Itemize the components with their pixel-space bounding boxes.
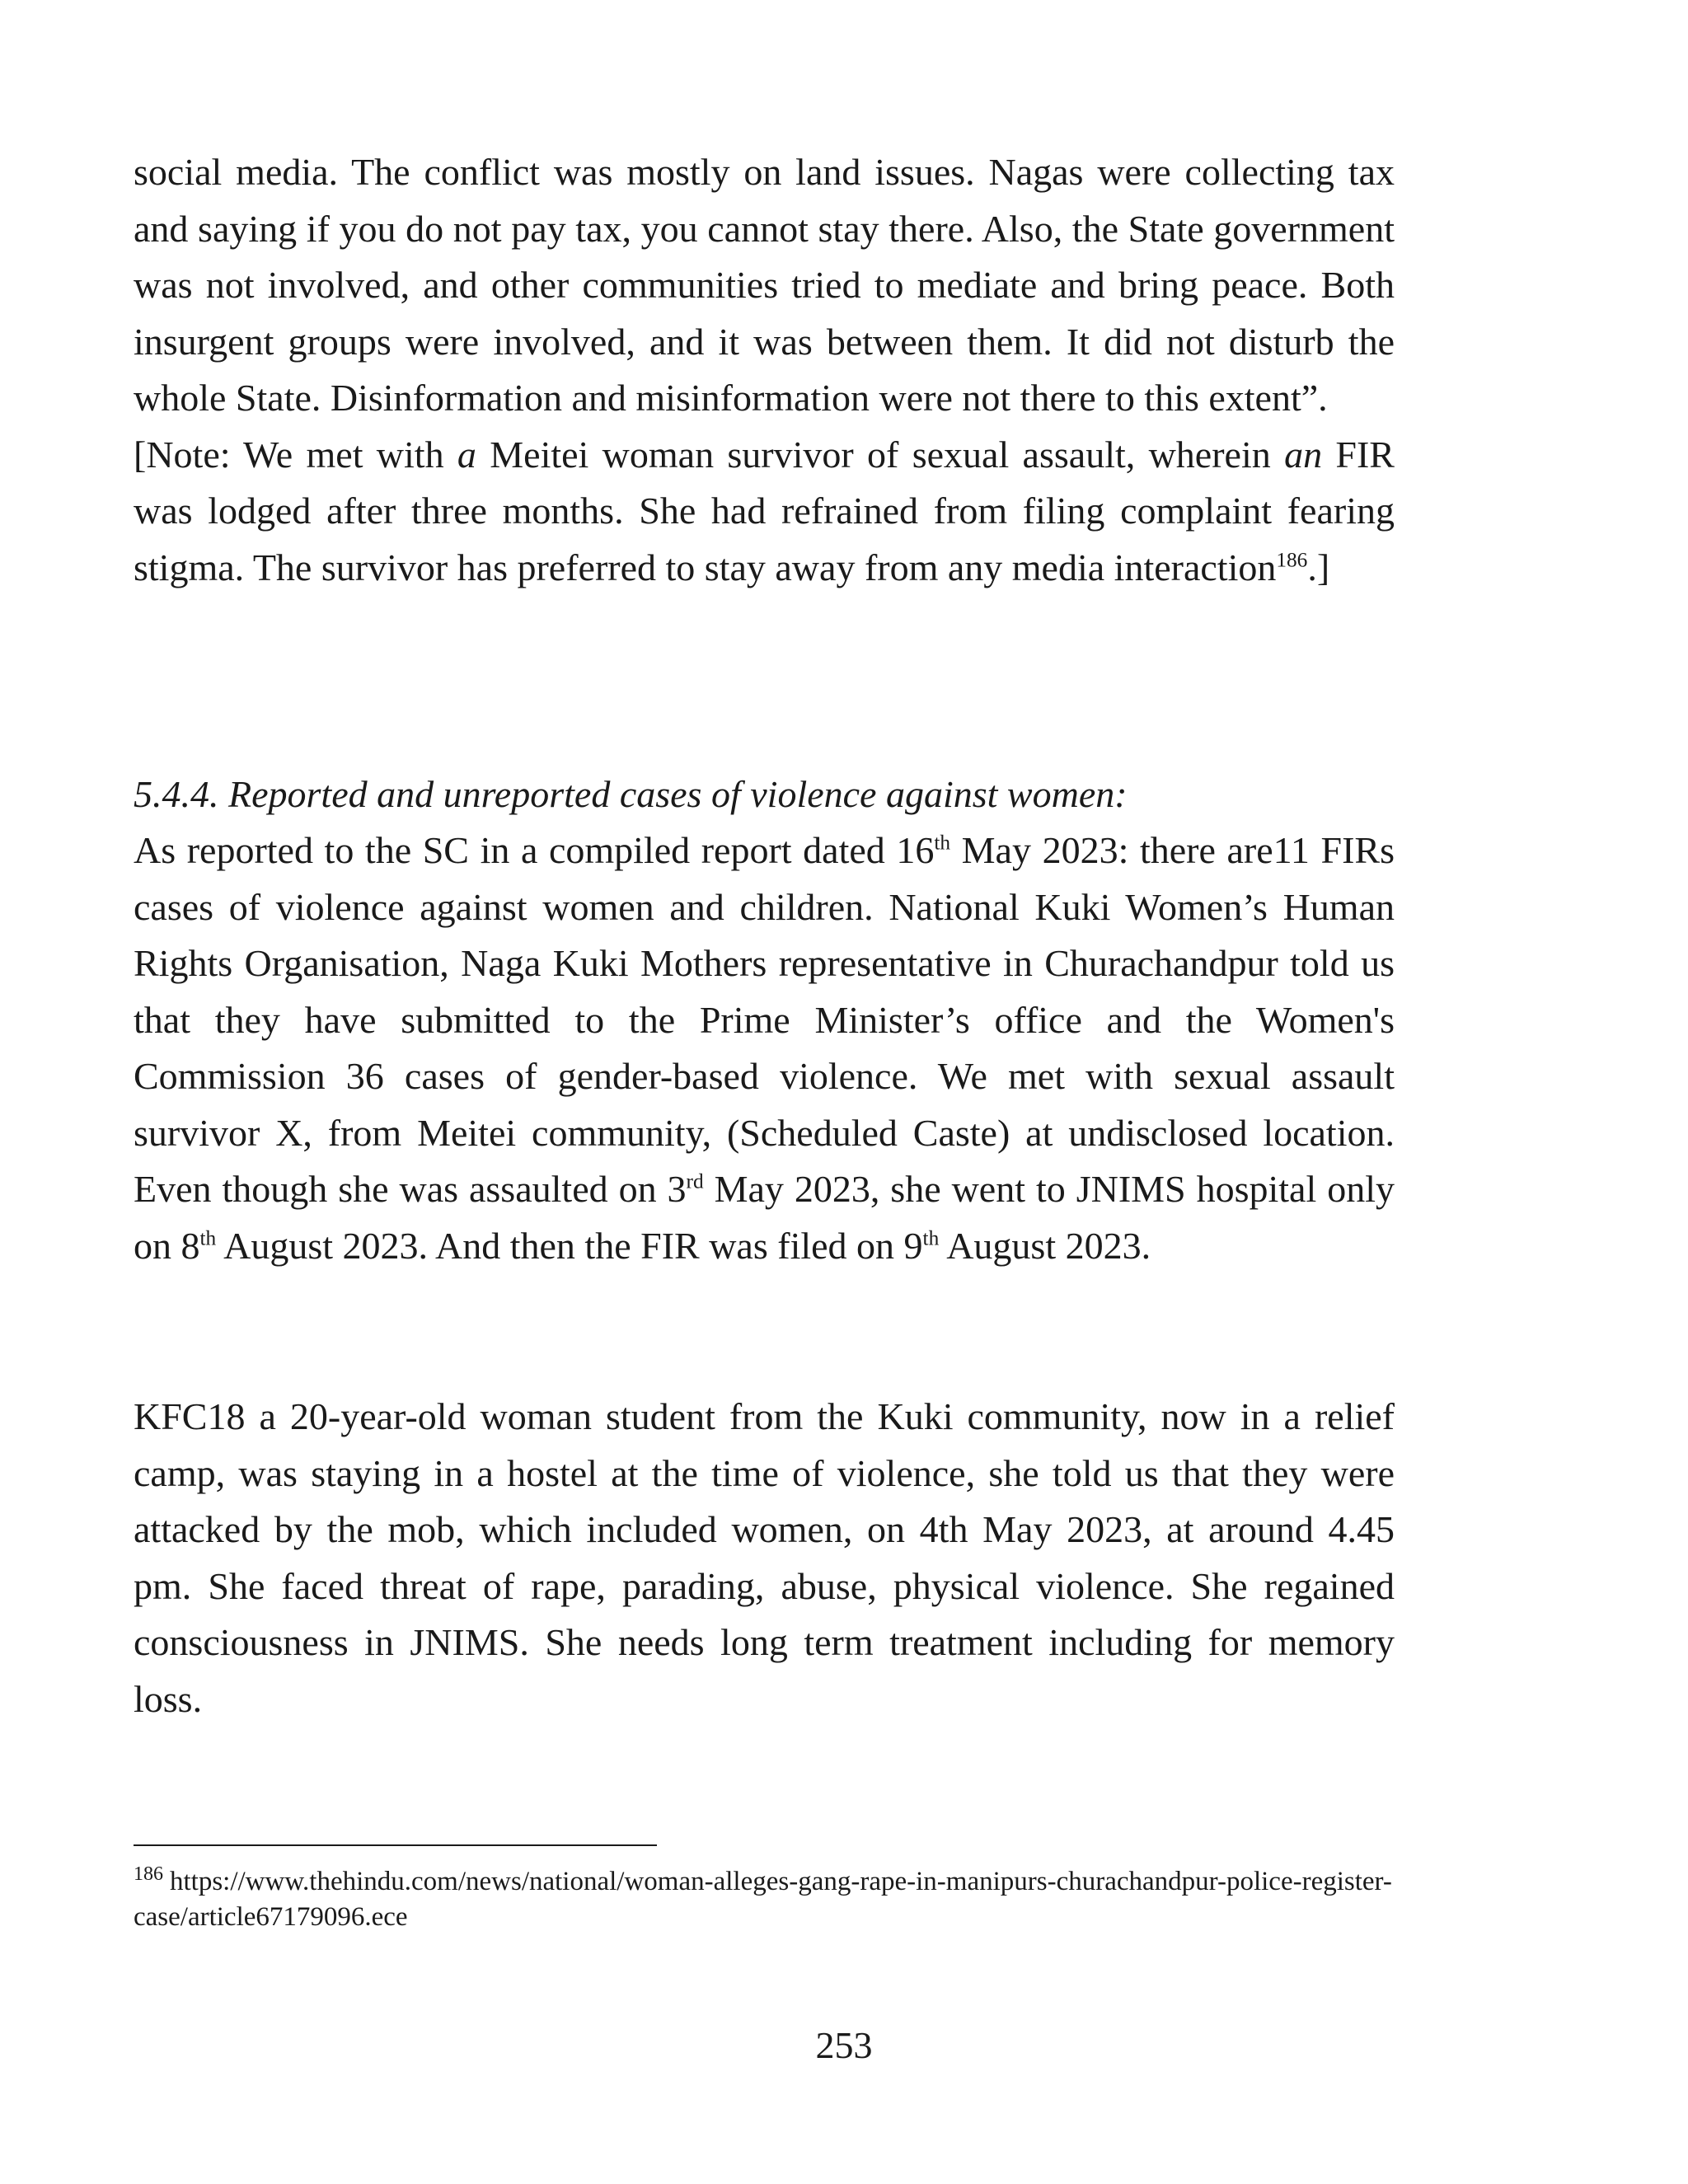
para2-text-1: As reported to the SC in a compiled report dated 16 <box>134 829 935 871</box>
text-block-middle <box>134 823 1395 1274</box>
text-block-top <box>134 144 1395 596</box>
para2-text-3: May 2023, she went to JNIMS hospital only on 8 <box>134 1168 1395 1267</box>
note-emphasis-a: a <box>457 433 476 476</box>
paragraph-kfc18-testimony: KFC18 a 20-year-old woman student from the Kuki community, now in a relief camp, was staying in a hostel at the time of violence, she told us that they were attacked by the mob, which included women, on 4th May 2023, at around 4.45 pm. She faced threat of rape, parading, abuse, physical violence. She regained consciousness in JNIMS. She needs long term treatment including for memory loss. <box>134 1395 1395 1720</box>
footnote-url-link[interactable]: https://www.thehindu.com/news/national/woman-alleges-gang-rape-in-manipurs-churachandpur-police-register-case/article67179096.ece <box>134 1867 1392 1932</box>
para2-text-5: August 2023. <box>939 1224 1151 1267</box>
page-number: 253 <box>815 2024 873 2066</box>
footnote-divider <box>134 1844 657 1846</box>
para2-text-2: May 2023: there are11 FIRs cases of violence against women and children. National Kuki Women’s Human Rights Organisation, Naga Kuki Mothers representative in Churachandpur told us that they have submitted to the Prime Minister’s office and the Women's Commission 36 cases of gender-based violence. We met with sexual assault survivor X, from Meitei community, (Scheduled Caste) at undisclosed location. Even though she was assaulted on 3 <box>134 829 1395 1210</box>
note-emphasis-an: an <box>1284 433 1323 476</box>
para2-text-4: August 2023. And then the FIR was filed on 9 <box>216 1224 923 1267</box>
footnote <box>134 1864 1395 1935</box>
text-block-bottom <box>134 1389 1395 1727</box>
note-text-1: [Note: We met with <box>134 433 457 476</box>
ordinal-suffix: rd <box>686 1169 704 1193</box>
note-text-3: FIR was lodged after three months. She had refrained from filing complaint fearing stigma. The survivor has preferred to stay away from any media interaction <box>134 433 1395 588</box>
note-text-2: Meitei woman survivor of sexual assault, wherein <box>476 433 1285 476</box>
ordinal-suffix: th <box>934 831 951 855</box>
ordinal-suffix: th <box>922 1226 940 1250</box>
ordinal-suffix: th <box>199 1226 217 1250</box>
footnote-number: 186 <box>134 1863 163 1885</box>
paragraph-note <box>134 427 1395 597</box>
section-heading: 5.4.4. Reported and unreported cases of violence against women: <box>134 773 1128 815</box>
paragraph-conflict-quote: social media. The conflict was mostly on land issues. Nagas were collecting tax and saying if you do not pay tax, you cannot stay there. Also, the State government was not involved, and other communities tried to mediate and bring peace. Both insurgent groups were involved, and it was between them. It did not disturb the whole State. Disinformation and misinformation were not there to this extent”. <box>134 151 1395 419</box>
footnote-reference[interactable]: 186 <box>1276 548 1308 572</box>
paragraph-reported-cases <box>134 823 1395 1274</box>
note-text-4: .] <box>1307 546 1330 588</box>
